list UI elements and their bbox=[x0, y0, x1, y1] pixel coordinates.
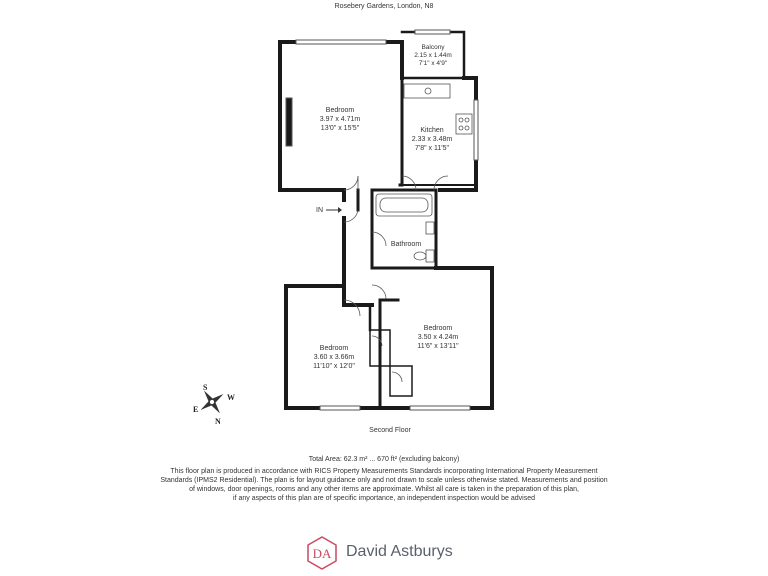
room-metric: 3.60 x 3.66m bbox=[313, 354, 355, 361]
brand-logo bbox=[304, 535, 474, 571]
hob bbox=[456, 114, 472, 134]
room-metric: 2.15 x 1.44m bbox=[414, 52, 452, 59]
room-metric: 3.50 x 4.24m bbox=[417, 334, 459, 341]
room-bathroom bbox=[391, 241, 422, 248]
room-imperial: 7'8" x 11'5" bbox=[415, 145, 449, 152]
room-bedroom-left bbox=[313, 345, 355, 370]
compass-north: N bbox=[215, 417, 221, 426]
compass-south: S bbox=[203, 383, 208, 392]
room-imperial: 13'0" x 15'5" bbox=[320, 125, 360, 132]
room-metric: 2.33 x 3.48m bbox=[411, 136, 453, 143]
basin bbox=[426, 222, 434, 234]
room-bedroom-right bbox=[417, 325, 459, 350]
entrance-label: IN bbox=[316, 207, 323, 214]
disclaimer-line-4: if any aspects of this plan are of specific importance, an independent inspection would be advised bbox=[233, 495, 535, 502]
room-name: Kitchen bbox=[420, 127, 444, 134]
entrance-marker bbox=[316, 207, 342, 214]
brand-monogram-icon bbox=[304, 535, 340, 571]
toilet bbox=[414, 252, 426, 260]
room-bedroom-upper bbox=[320, 107, 361, 132]
disclaimer-line-2: Standards (IPMS2 Residential). The plan is for layout guidance only and not drawn to scale unless otherwise stated. Measurements and position bbox=[160, 477, 608, 484]
room-name: Bedroom bbox=[325, 107, 355, 114]
room-imperial: 11'6" x 13'11" bbox=[417, 343, 459, 350]
compass-icon bbox=[193, 383, 232, 422]
disclaimer-line-3: of windows, door openings, rooms and any other items are approximate. Whilst all care is taken in the preparation of this plan, bbox=[189, 486, 579, 493]
room-name: Bedroom bbox=[319, 345, 349, 352]
property-address: Rosebery Gardens, London, N8 bbox=[334, 3, 434, 10]
sink-unit bbox=[404, 84, 450, 98]
brand-monogram: DA bbox=[312, 546, 332, 561]
room-name: Bedroom bbox=[423, 325, 453, 332]
room-imperial: 7'1" x 4'9" bbox=[418, 60, 448, 67]
room-metric: 3.97 x 4.71m bbox=[319, 116, 361, 123]
room-balcony bbox=[414, 44, 452, 67]
room-imperial: 11'10" x 12'0" bbox=[313, 363, 355, 370]
walls bbox=[280, 32, 492, 408]
compass-rose bbox=[193, 383, 235, 426]
compass-east: E bbox=[193, 405, 199, 414]
disclaimer-line-1: This floor plan is produced in accordance with RICS Property Measurements Standards incorporating International Property Measurement bbox=[170, 468, 598, 475]
compass-west: W bbox=[227, 393, 235, 402]
room-kitchen bbox=[412, 127, 453, 152]
room-name: Balcony bbox=[421, 44, 445, 51]
room-name: Bathroom bbox=[390, 241, 422, 248]
total-area: Total Area: 62.3 m² ... 670 ft² (excluding balcony) bbox=[308, 456, 460, 463]
windows bbox=[286, 30, 478, 410]
fixtures bbox=[376, 84, 472, 262]
brand-name: David Astburys bbox=[346, 543, 453, 560]
bathtub bbox=[376, 194, 432, 216]
floor-label: Second Floor bbox=[369, 427, 411, 434]
